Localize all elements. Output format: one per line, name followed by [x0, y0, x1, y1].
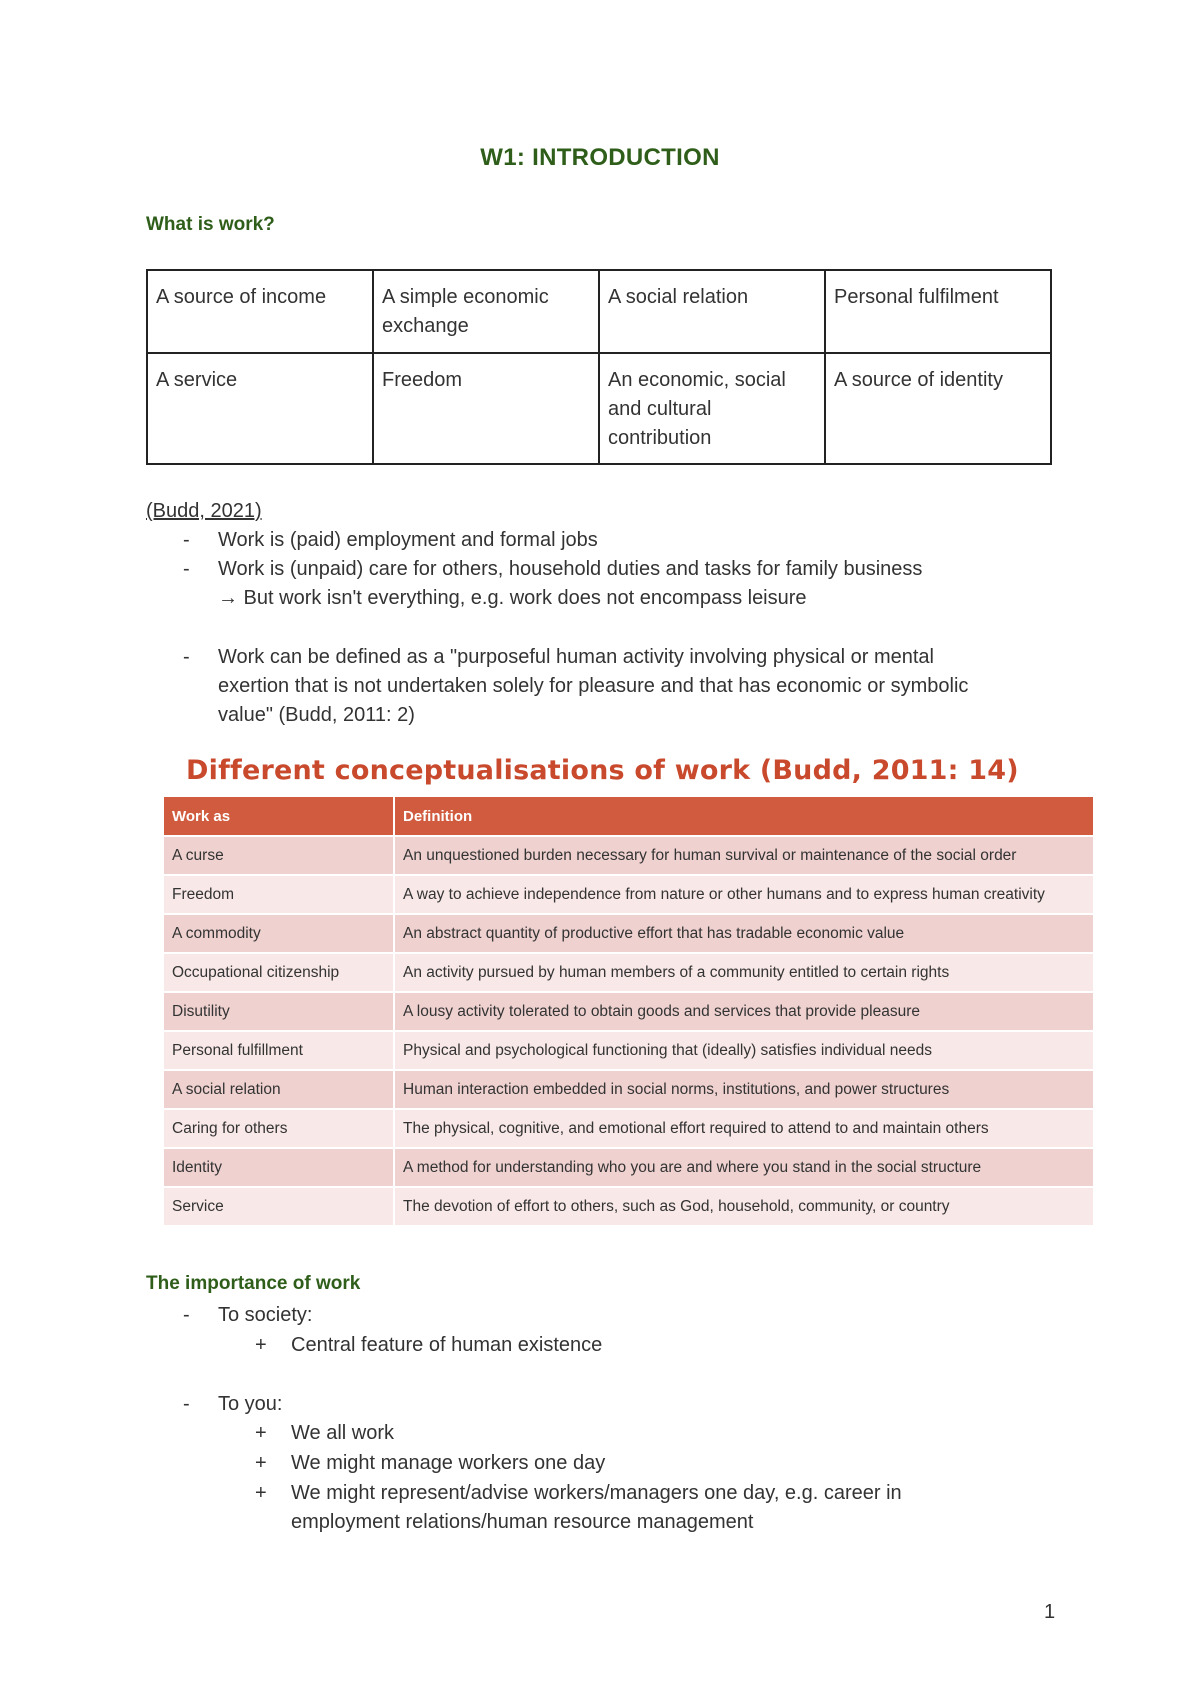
table-row [147, 270, 1051, 353]
to-society-label: To society: [218, 1304, 313, 1326]
table-row [164, 953, 1094, 992]
definition-cell: A method for understanding who you are and where you stand in the social structure [394, 1148, 1094, 1187]
plus-marker: + [255, 1334, 267, 1356]
table-row [164, 1148, 1094, 1187]
you-item: We all work [291, 1422, 394, 1444]
table-cell: A source of identity [825, 353, 1051, 464]
section-heading-what-is-work: What is work? [146, 214, 275, 235]
column-header: Work as [164, 797, 394, 836]
table-cell: Freedom [373, 353, 599, 464]
table-row [164, 992, 1094, 1031]
definition-cell: Physical and psychological functioning that (ideally) satisfies individual needs [394, 1031, 1094, 1070]
table-row [147, 353, 1051, 464]
table-row [164, 1187, 1094, 1225]
bullet-dash: - [183, 558, 190, 580]
page-title: W1: INTRODUCTION [480, 144, 720, 171]
plus-marker: + [255, 1422, 267, 1444]
definition-cell: A way to achieve independence from nature or other humans and to express human creativity [394, 875, 1094, 914]
bullet-dash: - [183, 1393, 190, 1415]
table-cell: An economic, social and cultural contribution [599, 353, 825, 464]
citation-budd-2021: (Budd, 2021) [146, 500, 262, 522]
definition-line: value" (Budd, 2011: 2) [218, 704, 415, 726]
plus-marker: + [255, 1482, 267, 1504]
bullet-dash: - [183, 1304, 190, 1326]
work-as-cell: A curse [164, 836, 394, 875]
conceptualisations-table [164, 797, 1095, 1225]
definition-cell: The physical, cognitive, and emotional effort required to attend to and maintain others [394, 1109, 1094, 1148]
plus-marker: + [255, 1452, 267, 1474]
work-as-cell: Service [164, 1187, 394, 1225]
table-row [164, 914, 1094, 953]
work-as-cell: A social relation [164, 1070, 394, 1109]
to-you-label: To you: [218, 1393, 283, 1415]
definition-cell: The devotion of effort to others, such as God, household, community, or country [394, 1187, 1094, 1225]
definition-line: Work can be defined as a "purposeful human activity involving physical or mental [218, 646, 934, 668]
work-as-cell: Occupational citizenship [164, 953, 394, 992]
society-item: Central feature of human existence [291, 1334, 603, 1356]
work-as-cell: Identity [164, 1148, 394, 1187]
definition-cell: An unquestioned burden necessary for human survival or maintenance of the social order [394, 836, 1094, 875]
table-cell: A service [147, 353, 373, 464]
you-item: We might represent/advise workers/managers one day, e.g. career in [291, 1482, 902, 1504]
table-cell: A source of income [147, 270, 373, 353]
definition-cell: Human interaction embedded in social norms, institutions, and power structures [394, 1070, 1094, 1109]
bullet-text: Work is (paid) employment and formal jobs [218, 529, 598, 551]
table-row [164, 875, 1094, 914]
table-header-row [164, 797, 1094, 836]
column-header: Definition [394, 797, 1094, 836]
you-item: We might manage workers one day [291, 1452, 606, 1474]
what-is-work-table [146, 269, 1052, 465]
bullet-text: Work is (unpaid) care for others, household duties and tasks for family business [218, 558, 923, 580]
table-cell: Personal fulfilment [825, 270, 1051, 353]
definition-cell: A lousy activity tolerated to obtain goods and services that provide pleasure [394, 992, 1094, 1031]
table-row [164, 1109, 1094, 1148]
definition-cell: An activity pursued by human members of a community entitled to certain rights [394, 953, 1094, 992]
work-as-cell: Freedom [164, 875, 394, 914]
bullet-dash: - [183, 646, 190, 668]
table-row [164, 1031, 1094, 1070]
bullet-dash: - [183, 529, 190, 551]
definition-line: exertion that is not undertaken solely for pleasure and that has economic or symbolic [218, 675, 969, 697]
bullet-text: → But work isn't everything, e.g. work does not encompass leisure [218, 587, 807, 609]
work-as-cell: Caring for others [164, 1109, 394, 1148]
table-cell: A simple economic exchange [373, 270, 599, 353]
table-row [164, 1070, 1094, 1109]
work-as-cell: Disutility [164, 992, 394, 1031]
conceptualisations-title: Different conceptualisations of work (Budd, 2011: 14) [186, 755, 1019, 786]
you-item: employment relations/human resource management [291, 1511, 754, 1533]
work-as-cell: A commodity [164, 914, 394, 953]
definition-cell: An abstract quantity of productive effort that has tradable economic value [394, 914, 1094, 953]
work-as-cell: Personal fulfillment [164, 1031, 394, 1070]
section-heading-importance: The importance of work [146, 1273, 361, 1294]
table-row [164, 836, 1094, 875]
table-cell: A social relation [599, 270, 825, 353]
page-number: 1 [1044, 1601, 1056, 1623]
